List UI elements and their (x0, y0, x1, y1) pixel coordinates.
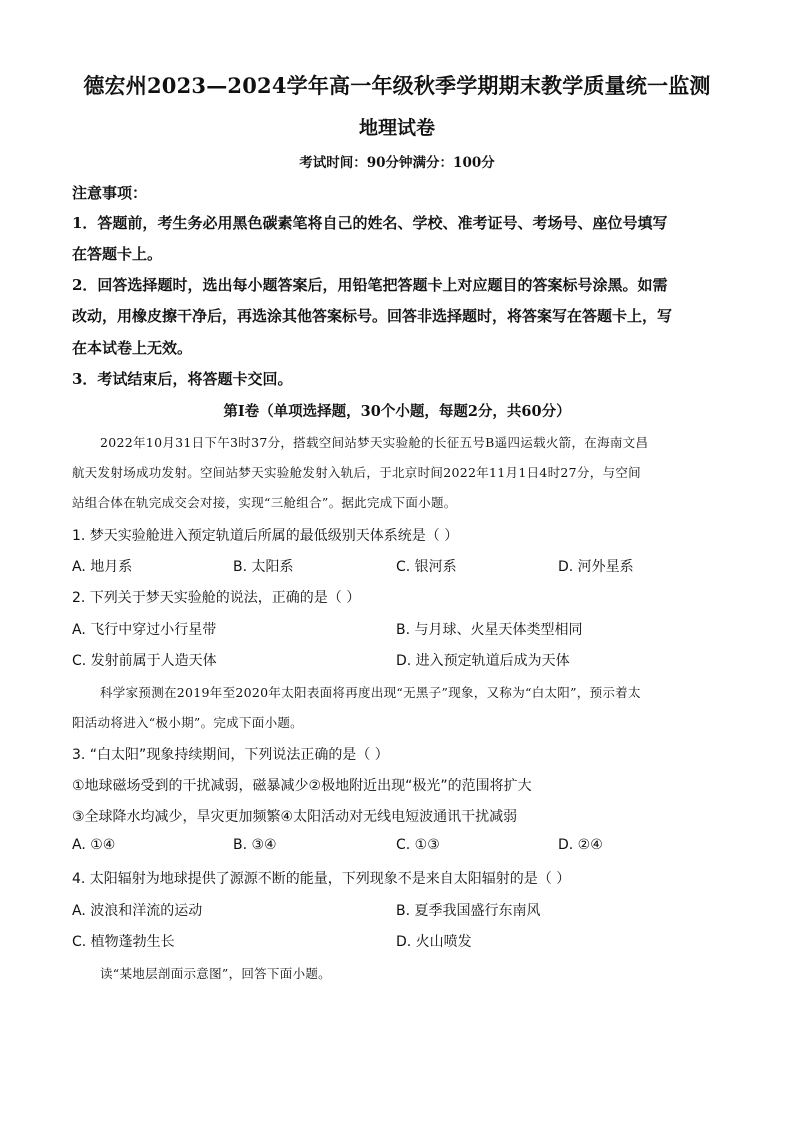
option-b: B. 太阳系 (233, 559, 294, 575)
option-d: D. ②④ (558, 837, 603, 853)
option-a: A. 地月系 (72, 559, 133, 575)
question-stem: 3. “白太阳”现象持续期间，下列说法正确的是（ ） (72, 747, 389, 763)
passage-line: 读“某地层剖面示意图”，回答下面小题。 (100, 966, 331, 981)
passage-line: 航天发射场成功发射。空间站梦天实验舱发射入轨后，于北京时间2022年11月1日4时27分，与空间 (72, 465, 641, 480)
question-stem: 1. 梦天实验舱进入预定轨道后所属的最低级别天体系统是（ ） (72, 528, 459, 544)
option-a: A. 飞行中穿过小行星带 (72, 622, 217, 638)
exam-title: 德宏州2023—2024学年高一年级秋季学期期末教学质量统一监测 (83, 73, 711, 98)
passage-line: 2022年10月31日下午3时37分，搭载空间站梦天实验舱的长征五号B遥四运载火箭，在海南文昌 (100, 435, 649, 450)
option-c: C. 银河系 (396, 559, 457, 575)
exam-time-info: 考试时间：90分钟满分：100分 (299, 155, 495, 171)
question-stem: 2. 下列关于梦天实验舱的说法，正确的是（ ） (72, 590, 361, 606)
exam-subtitle: 地理试卷 (358, 117, 435, 139)
option-b: B. 与月球、火星天体类型相同 (396, 622, 583, 638)
notice-line: 在答题卡上。 (72, 245, 163, 263)
passage-line: 科学家预测在2019年至2020年太阳表面将再度出现“无黑子”现象，又称为“白太阳”，预示着太 (100, 685, 641, 700)
passage-line: 阳活动将进入“极小期”。完成下面小题。 (72, 715, 303, 730)
notice-line: 改动，用橡皮擦干净后，再选涂其他答案标号。回答非选择题时，将答案写在答题卡上，写 (72, 307, 673, 325)
statement-line: ③全球降水均减少，旱灾更加频繁④太阳活动对无线电短波通讯干扰减弱 (72, 809, 518, 825)
notice-line: 3．考试结束后，将答题卡交回。 (72, 370, 293, 388)
option-a: A. 波浪和洋流的运动 (72, 903, 203, 919)
option-c: C. 发射前属于人造天体 (72, 653, 217, 669)
option-d: D. 河外星系 (558, 559, 634, 575)
option-b: B. 夏季我国盛行东南风 (396, 903, 541, 919)
question-stem: 4. 太阳辐射为地球提供了源源不断的能量，下列现象不是来自太阳辐射的是（ ） (72, 871, 571, 887)
notice-heading: 注意事项： (72, 184, 148, 202)
option-c: C. 植物蓬勃生长 (72, 934, 175, 950)
statement-line: ①地球磁场受到的干扰减弱，磁暴减少②极地附近出现“极光”的范围将扩大 (72, 778, 532, 794)
notice-line: 1．答题前，考生务必用黑色碳素笔将自己的姓名、学校、准考证号、考场号、座位号填写 (72, 214, 668, 232)
passage-line: 站组合体在轨完成交会对接，实现“三舱组合”。据此完成下面小题。 (72, 495, 457, 510)
section-title: 第Ⅰ卷（单项选择题，30个小题，每题2分，共60分） (223, 403, 571, 420)
option-c: C. ①③ (396, 837, 440, 853)
option-d: D. 进入预定轨道后成为天体 (396, 653, 570, 669)
notice-line: 2．回答选择题时，选出每小题答案后，用铅笔把答题卡上对应题目的答案标号涂黑。如需 (72, 276, 668, 294)
option-a: A. ①④ (72, 837, 116, 853)
option-b: B. ③④ (233, 837, 277, 853)
notice-line: 在本试卷上无效。 (72, 339, 193, 357)
option-d: D. 火山喷发 (396, 934, 472, 950)
